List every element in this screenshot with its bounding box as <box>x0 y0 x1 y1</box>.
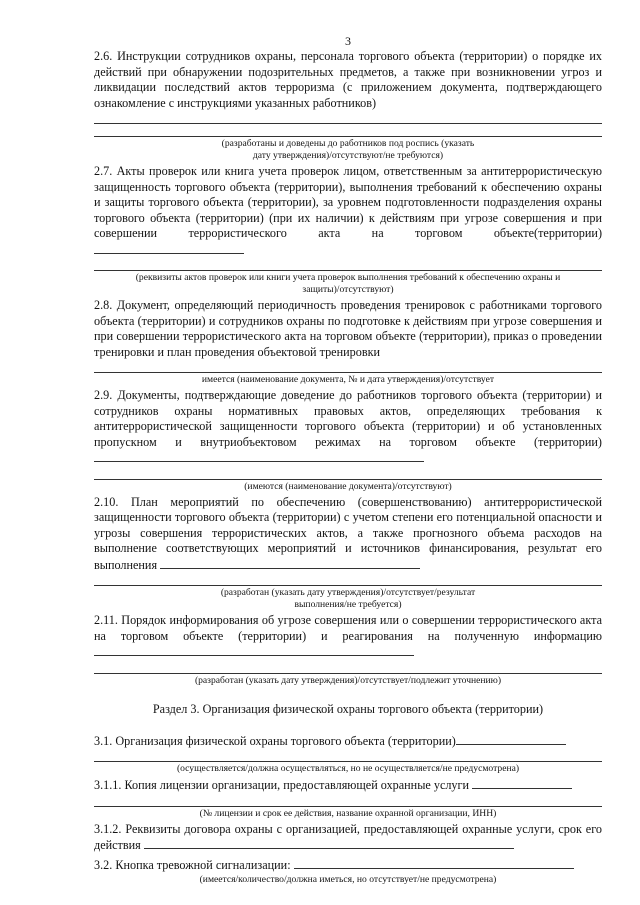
item-2-8-caption: имеется (наименование документа, № и дата утверждения)/отсутствует <box>201 374 495 385</box>
item-3-1-1-text: 3.1.1. Копия лицензии организации, предоставляющей охранные услуги <box>94 777 602 794</box>
item-2-8-text: 2.8. Документ, определяющий периодичность проведения тренировок с работниками торгового объекта (территории) и сотрудников охраны по подготовке к действиям при угрозе совершения и при совершении террористического акта на торговом объекте (территории), приказ о проведении тренировки и план проведения объектовой тренировки <box>94 298 602 359</box>
item-3-1-1-caption: (№ лицензии и срок ее действия, название охранной организации, ИНН) <box>199 807 497 819</box>
item-3-1-2-text: 3.1.2. Реквизиты договора охраны с организацией, предоставляющей охранные услуги, срок его действия <box>94 821 602 852</box>
page-number: 3 <box>345 34 351 48</box>
item-2-10-text: 2.10. План мероприятий по обеспечению (совершенствованию) антитеррористической защищенности торгового объекта (территории) с учетом степени его потенциальной опасности и угрозы совершения террористических актов, а также прогнозного объема расходов на выполнение соответствующих мероприятий и источников финансирования, результат его выполнения <box>94 494 602 572</box>
item-2-9-text: 2.9. Документы, подтверждающие доведение до работников торгового объекта (территории) и сотрудников охраны нормативных правовых актов, определяющих требования к антитеррористической защищенности торгового объекта (территории) и об установленных пропускном и внутриобъектовом режимах на торговом объекте (территории) <box>94 388 602 467</box>
item-2-9-caption: (имеются (наименование документа)/отсутствуют) <box>244 480 452 492</box>
fill-line <box>94 794 602 807</box>
fill-line <box>94 258 602 271</box>
fill-line <box>94 467 602 480</box>
item-2-10-caption: (разработан (указать дату утверждения)/отсутствует/результат <box>220 587 476 598</box>
document-page <box>94 34 602 885</box>
fill-line <box>94 573 602 586</box>
item-2-6-caption: (разработаны и доведены до работников под роспись (указать <box>221 138 475 149</box>
item-2-7-caption: (реквизиты актов проверок или книги учета проверок выполнения требований к обеспечению охраны и <box>135 272 561 283</box>
fill-line <box>94 749 602 762</box>
item-2-6-caption: дату утверждения)/отсутствуют/не требуются) <box>252 150 444 161</box>
item-2-6-text: 2.6. Инструкции сотрудников охраны, персонала торгового объекта (территории) о порядке их действий при обнаружении подозрительных предметов, а также при возникновении угроз и ликвидации последствий актов терроризма (с приложением документа, подтверждающего ознакомление с инструкциями указанных работников) <box>94 49 602 110</box>
section-3-title: Раздел 3. Организация физической охраны торгового объекта (территории) <box>152 701 544 716</box>
fill-line <box>94 111 602 124</box>
item-2-11-text: 2.11. Порядок информирования об угрозе совершения или о совершении террористического акта на торговом объекте (территории) и реагирования на полученную информацию <box>94 613 602 661</box>
item-3-1-text: 3.1. Организация физической охраны торгового объекта (территории) <box>94 733 602 750</box>
item-2-11-caption: (разработан (указать дату утверждения)/отсутствует/подлежит уточнению) <box>194 674 502 686</box>
item-2-10-caption: выполнения/не требуется) <box>294 599 402 610</box>
item-3-2-caption: (имеется/количество/должна иметься, но отсутствует/не предусмотрена) <box>199 874 497 885</box>
item-3-2-text: 3.2. Кнопка тревожной сигнализации: <box>94 857 602 874</box>
item-2-7-text: 2.7. Акты проверок или книга учета проверок лицом, ответственным за антитеррористическую защищенность торгового объекта (территории), выполнения требований к обеспечению охраны и защиты торгового объекта (территории), за уровнем подготовленности подразделения охраны торгового объекта (территории) (при их наличии) к действиям при угрозе совершения и при совершении террористического акта на торговом объекте(территории) <box>94 164 602 258</box>
item-2-7-caption: защиты)/отсутствуют) <box>302 284 394 295</box>
fill-line <box>94 360 602 373</box>
fill-line <box>94 661 602 674</box>
item-3-1-caption: (осуществляется/должна осуществляться, но не осуществляется/не предусмотрена) <box>176 763 520 774</box>
fill-line <box>94 124 602 137</box>
